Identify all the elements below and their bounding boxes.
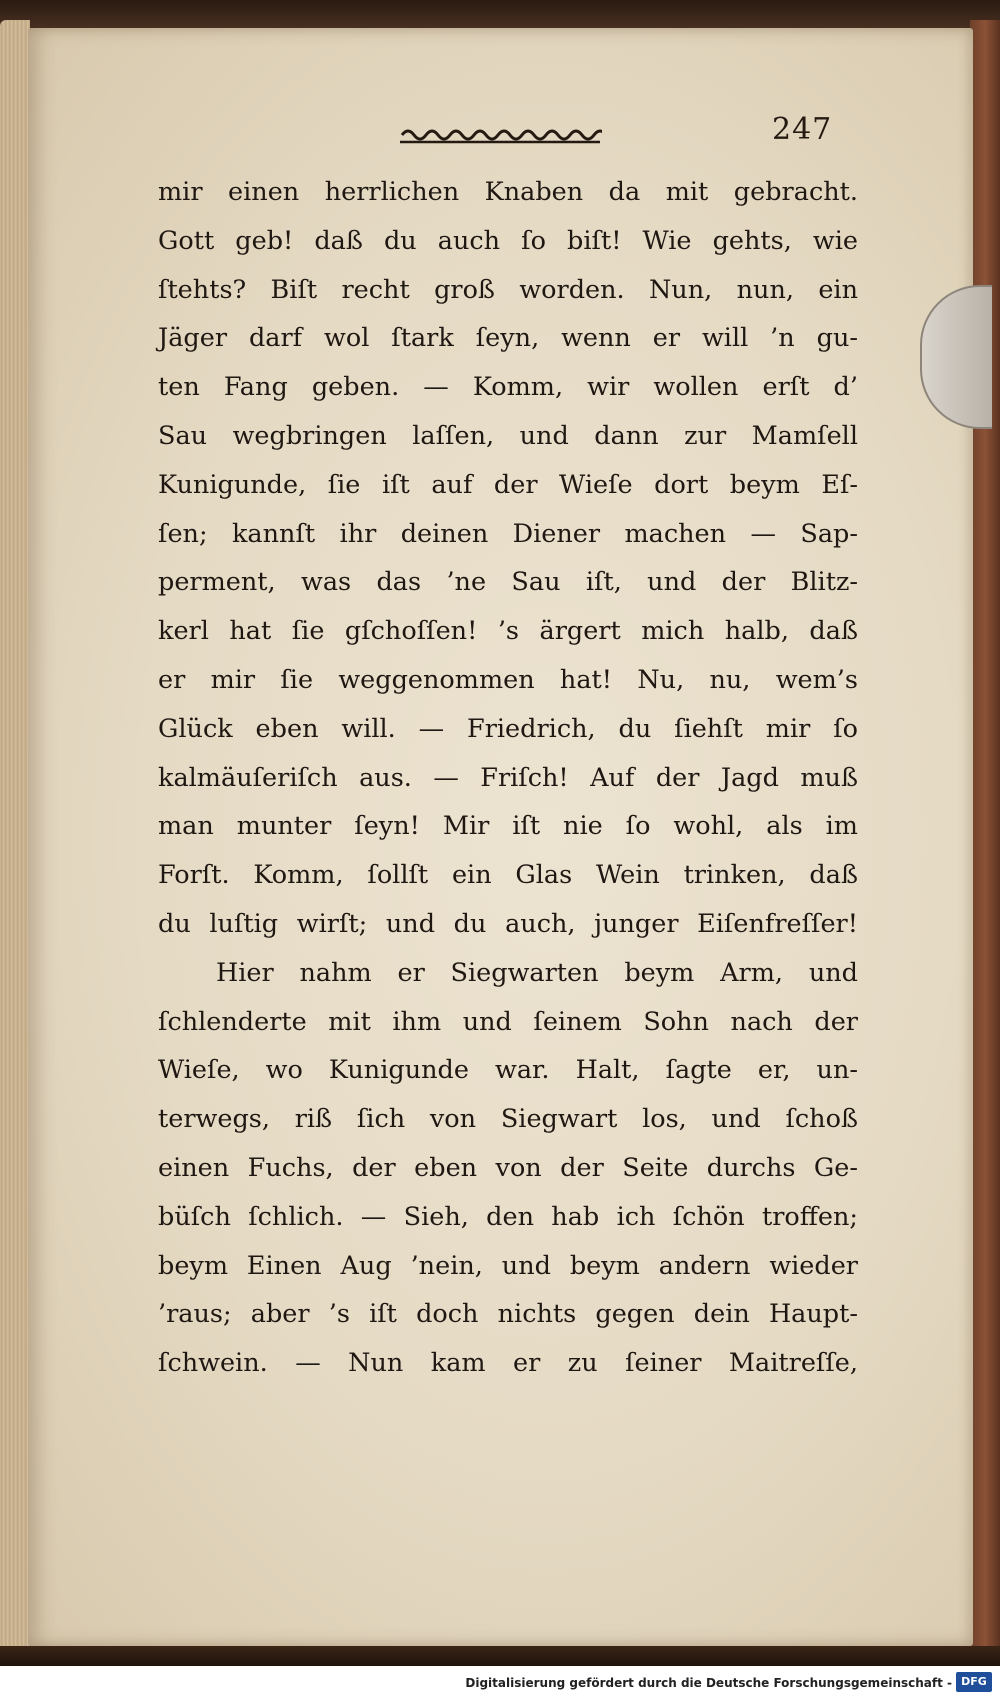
text-line: büſch ſchlich. — Sieh, den hab ich ſchön troffen; [158,1201,858,1232]
bottom-shadow [0,1646,1000,1668]
page-text [158,168,858,1388]
ornament-rule [398,124,602,146]
text-line: Gott geb! daß du auch ſo biſt! Wie gehts, wie [158,225,858,256]
text-line: Glück eben will. — Friedrich, du ſiehſt mir ſo [158,713,858,744]
page-number: 247 [772,112,833,147]
digitization-credit: Digitalisierung gefördert durch die Deutsche Forschungsgemeinschaft - [465,1676,952,1690]
text-line: kalmäuſeriſch aus. — Friſch! Auf der Jagd muß [158,762,858,793]
dfg-logo: DFG [956,1672,992,1692]
text-line: ſen; kannſt ihr deinen Diener machen — Sap- [158,518,858,549]
text-line: er mir ſie weggenommen hat! Nu, nu, wem’s [158,664,858,695]
text-line-paragraph-start: Hier nahm er Siegwarten beym Arm, und [216,957,858,988]
text-line: man munter ſeyn! Mir iſt nie ſo wohl, als im [158,811,858,842]
text-line: Sau wegbringen laſſen, und dann zur Mamſell [158,420,858,451]
text-line: du luſtig wirſt; und du auch, junger Eiſenfreſſer! [158,908,858,939]
text-line: beym Einen Aug ’nein, und beym andern wieder [158,1250,858,1281]
text-line: perment, was das ’ne Sau iſt, und der Blitz- [158,567,858,598]
left-page-edges [0,20,30,1670]
text-line: ’raus; aber ’s iſt doch nichts gegen dein Haupt- [158,1299,858,1330]
text-line: mir einen herrlichen Knaben da mit gebracht. [158,177,858,207]
text-line: ſchwein. — Nun kam er zu ſeiner Maitreſſe, [158,1348,858,1379]
text-line: kerl hat ſie gſchoſſen! ’s ärgert mich halb, daß [158,616,858,647]
text-line: ſtehts? Biſt recht groß worden. Nun, nun, ein [158,274,858,305]
book-cover-edge [970,20,1000,1670]
text-line: Wieſe, wo Kunigunde war. Halt, ſagte er, un- [158,1055,858,1086]
text-line: Kunigunde, ſie iſt auf der Wieſe dort beym Eſ- [158,469,858,500]
text-line: Forſt. Komm, ſollſt ein Glas Wein trinken, daß [158,860,858,891]
top-shadow [0,0,1000,30]
text-line: Jäger darf wol ſtark ſeyn, wenn er will ’n gu- [158,323,858,354]
text-line: ſchlenderte mit ihm und ſeinem Sohn nach der [158,1006,858,1037]
text-line: einen Fuchs, der eben von der Seite durchs Ge- [158,1152,858,1183]
text-line: ten Fang geben. — Komm, wir wollen erſt d’ [158,372,858,403]
text-line: terwegs, riß ſich von Siegwart los, und ſchoß [158,1104,858,1135]
